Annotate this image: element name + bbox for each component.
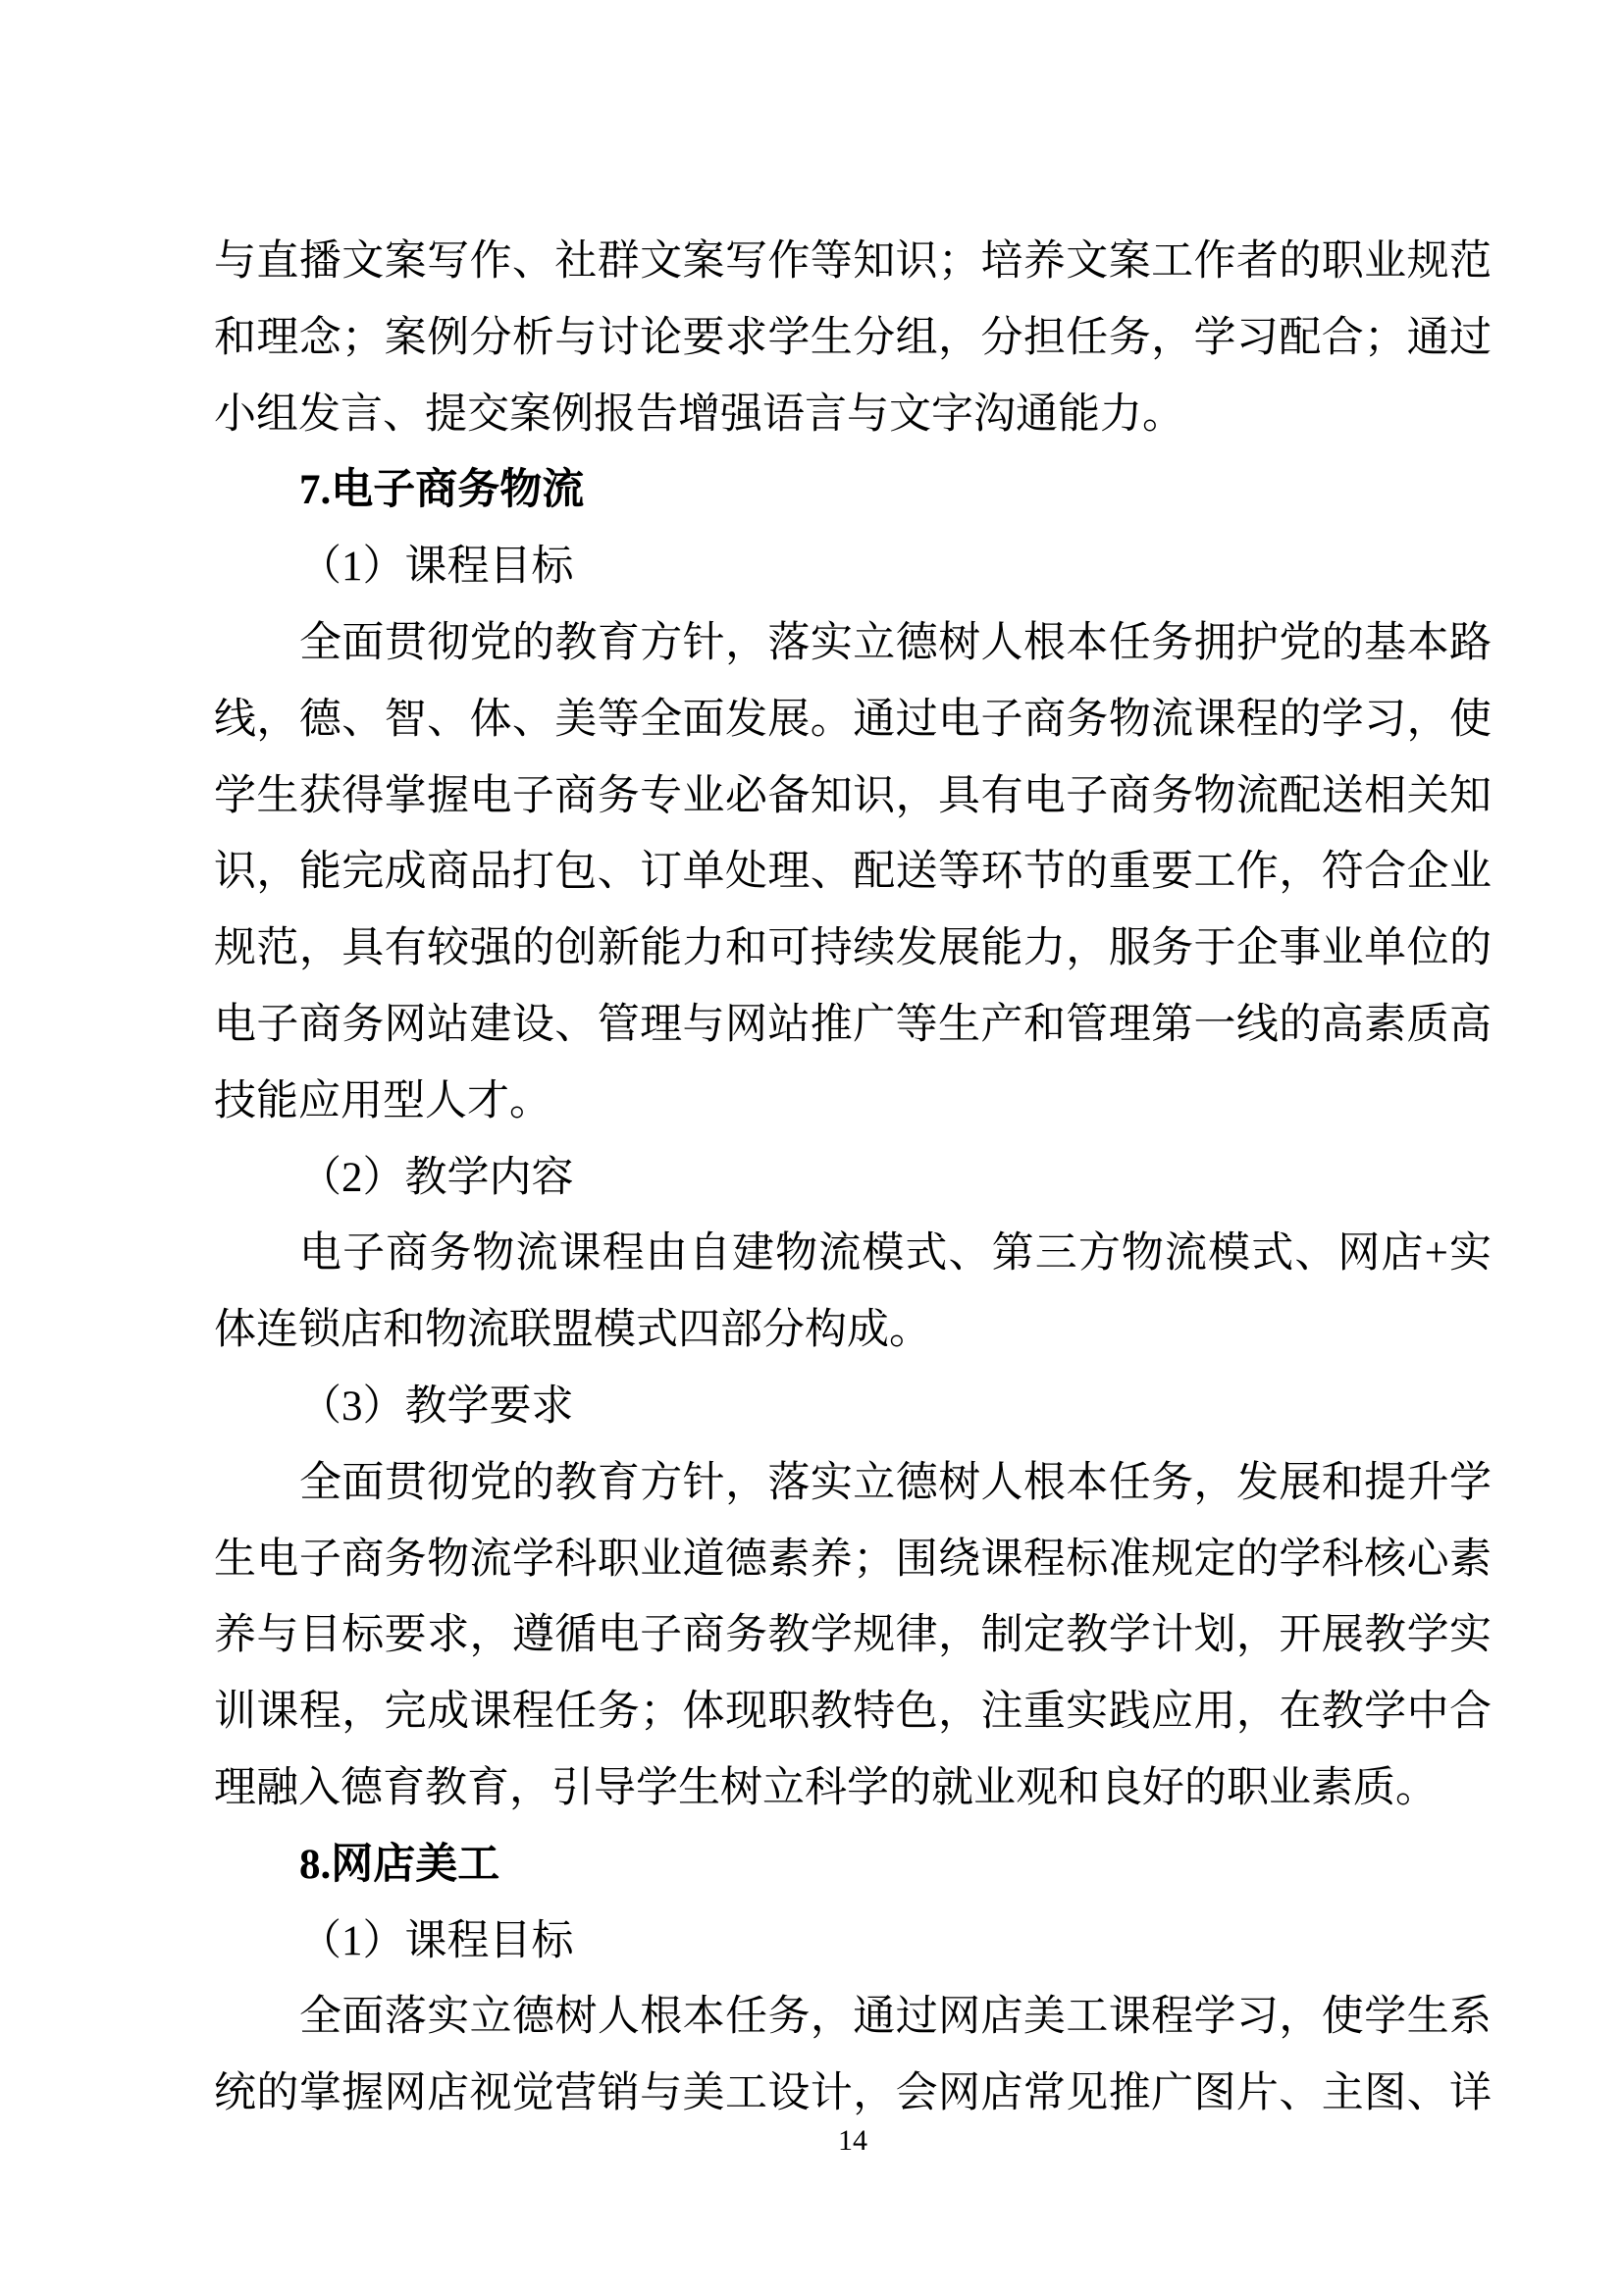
body-text-line: 技能应用型人才。	[214, 1077, 551, 1124]
page-number: 14	[838, 2124, 867, 2157]
body-text-line: 训课程，完成课程任务；体现职教特色，注重实践应用，在教学中合	[214, 1689, 1492, 1736]
body-text-line: （1）课程目标	[299, 1917, 574, 1964]
body-text-line: 体连锁店和物流联盟模式四部分构成。	[214, 1307, 931, 1354]
body-text-line: 全面贯彻党的教育方针，落实立德树人根本任务拥护党的基本路	[299, 619, 1492, 666]
body-text-line: 全面落实立德树人根本任务，通过网店美工课程学习，使学生系	[299, 1994, 1492, 2041]
body-text-line: 统的掌握网店视觉营销与美工设计，会网店常见推广图片、主图、详	[214, 2070, 1492, 2117]
body-text-line: 小组发言、提交案例报告增强语言与文字沟通能力。	[214, 391, 1184, 438]
body-text-line: 养与目标要求，遵循电子商务教学规律，制定教学计划，开展教学实	[214, 1612, 1492, 1659]
body-text-line: 电子商务物流课程由自建物流模式、第三方物流模式、网店+实	[299, 1230, 1492, 1278]
body-text-line: 生电子商务物流学科职业道德素养；围绕课程标准规定的学科核心素	[214, 1536, 1492, 1583]
body-text-line: 与直播文案写作、社群文案写作等知识；培养文案工作者的职业规范	[214, 238, 1492, 285]
text-body	[214, 224, 1492, 2132]
body-text-line: 识，能完成商品打包、订单处理、配送等环节的重要工作，符合企业	[214, 849, 1492, 896]
body-text-line: （3）教学要求	[299, 1382, 574, 1430]
body-text-line: 学生获得掌握电子商务专业必备知识，具有电子商务物流配送相关知	[214, 772, 1492, 819]
section-heading-line: 7.电子商务物流	[299, 467, 585, 514]
body-text-line: 理融入德育教育，引导学生树立科学的就业观和良好的职业素质。	[214, 1764, 1438, 1811]
body-text-line: 电子商务网站建设、管理与网站推广等生产和管理第一线的高素质高	[214, 1001, 1492, 1048]
body-text-line: （2）教学内容	[299, 1154, 574, 1201]
body-text-line: 线，德、智、体、美等全面发展。通过电子商务物流课程的学习，使	[214, 696, 1492, 743]
body-text-line: 和理念；案例分析与讨论要求学生分组，分担任务，学习配合；通过	[214, 314, 1492, 361]
body-text-line: 规范，具有较强的创新能力和可持续发展能力，服务于企事业单位的	[214, 925, 1492, 972]
body-text-line: （1）课程目标	[299, 544, 574, 591]
body-text-line: 全面贯彻党的教育方针，落实立德树人根本任务，发展和提升学	[299, 1459, 1492, 1506]
section-heading-line: 8.网店美工	[299, 1841, 500, 1888]
